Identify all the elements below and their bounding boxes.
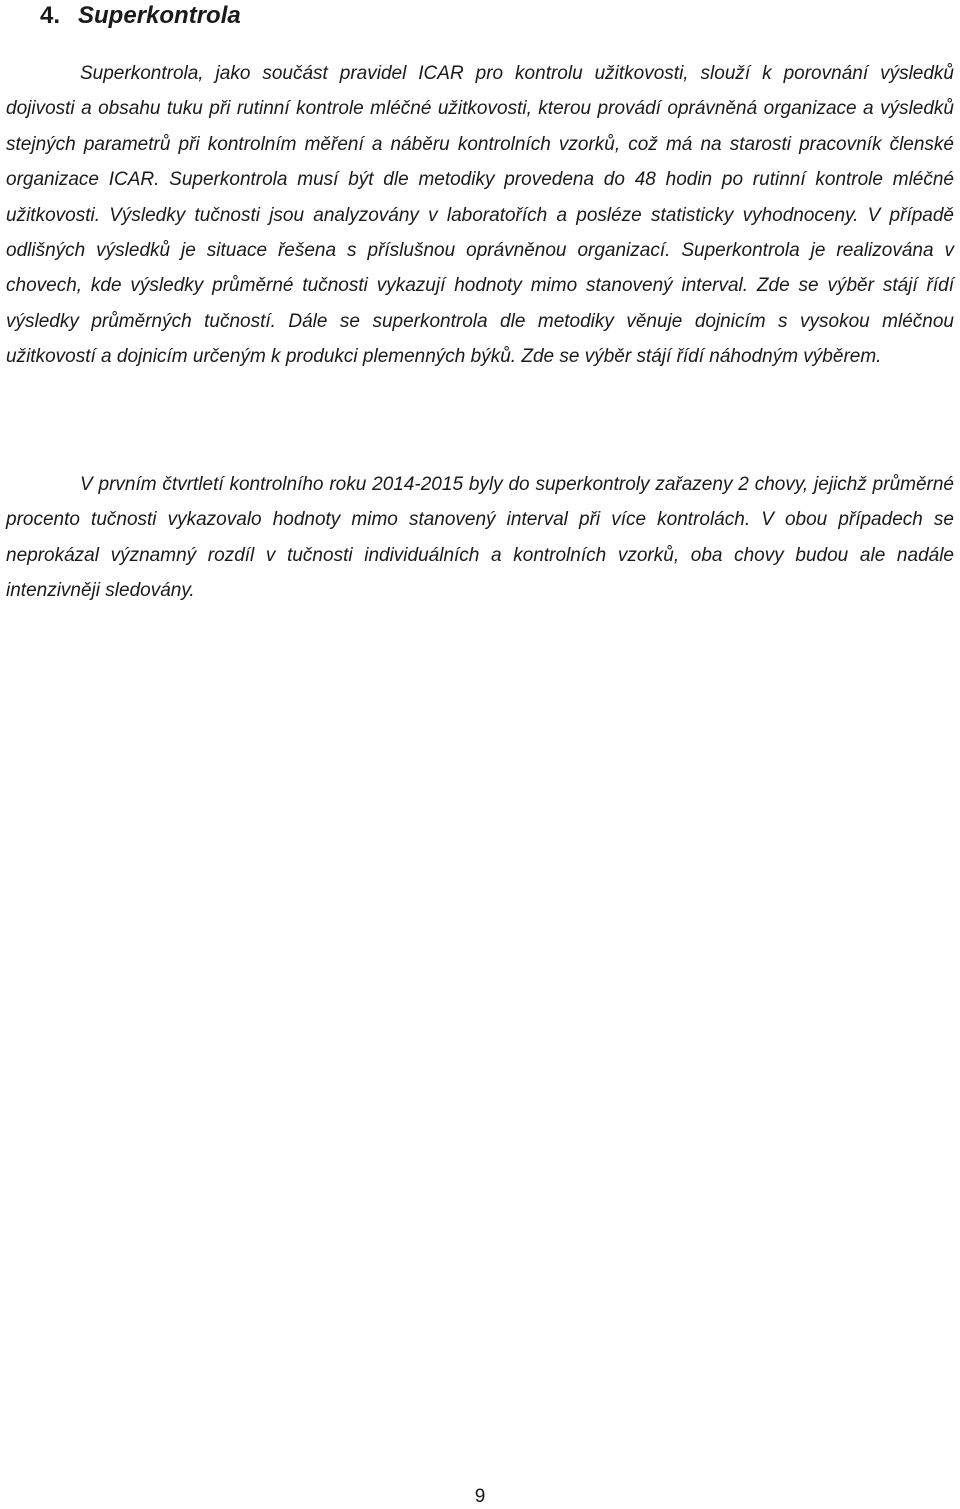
paragraph-superkontrola-description: Superkontrola, jako součást pravidel ICAR pro kontrolu užitkovosti, slouží k porovnání výsledků dojivosti a obsahu tuku při rutinní kontrole mléčné užitkovosti, kterou provádí oprávněná organizace a výsledků stejných parametrů při kontrolním měření a náběru kontrolních vzorků, což má na starosti pracovník členské organizace ICAR. Superkontrola musí být dle metodiky provedena do 48 hodin po rutinní kontrole mléčné užitkovosti. Výsledky tučnosti jsou analyzovány v laboratořích a posléze statisticky vyhodnoceny. V případě odlišných výsledků je situace řešena s příslušnou oprávněnou organizací. Superkontrola je realizována v chovech, kde výsledky průměrné tučnosti vykazují hodnoty mimo stanovený interval. Zde se výběr stájí řídí výsledky průměrných tučností. Dále se superkontrola dle metodiky věnuje dojnicím s vysokou mléčnou užitkovostí a dojnicím určeným k produkci plemenných býků. Zde se výběr stájí řídí náhodným výběrem. xyxy=(6,63,954,368)
section-number: 4. xyxy=(40,2,61,29)
section-title: Superkontrola xyxy=(78,2,241,29)
page-number: 9 xyxy=(474,1486,486,1507)
paragraph-first-quarter-results: V prvním čtvrtletí kontrolního roku 2014-2015 byly do superkontroly zařazeny 2 chovy, jejichž průměrné procento tučnosti vykazovalo hodnoty mimo stanovený interval při více kontrolách. V obou případech se neprokázal významný rozdíl v tučnosti individuálních a kontrolních vzorků, oba chovy budou ale nadále intenzivněji sledovány. xyxy=(6,474,954,602)
section-heading xyxy=(40,2,241,30)
